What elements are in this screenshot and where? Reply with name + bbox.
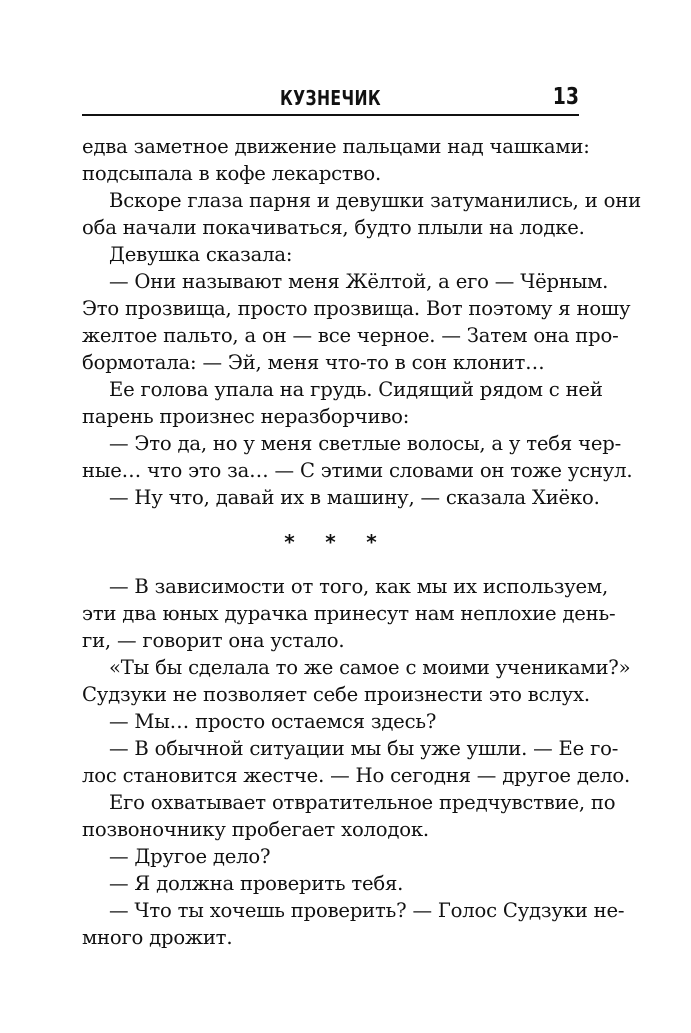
text-line: Это прозвища, просто прозвища. Вот поэтому я ношу: [82, 297, 631, 320]
text-line: — В обычной ситуации мы бы уже ушли. — Ее го-: [109, 737, 619, 760]
text-line: — Это да, но у меня светлые волосы, а у тебя чер-: [109, 432, 622, 455]
text-line: парень произнес неразборчиво:: [82, 405, 410, 428]
text-line: позвоночнику пробегает холодок.: [82, 818, 429, 841]
text-line: «Ты бы сделала то же самое с моими учениками?»: [109, 656, 631, 679]
text-line: — В зависимости от того, как мы их используем,: [109, 575, 608, 598]
page-number: 13: [552, 84, 579, 110]
text-line: Его охватывает отвратительное предчувствие, по: [109, 791, 616, 814]
running-header: [82, 84, 579, 116]
text-line: Девушка сказала:: [109, 243, 293, 266]
text-line: — Другое дело?: [109, 845, 271, 868]
text-line: — Я должна проверить тебя.: [109, 872, 404, 895]
text-line: едва заметное движение пальцами над чашками:: [82, 135, 590, 158]
text-line: — Ну что, давай их в машину, — сказала Хиёко.: [109, 486, 600, 509]
separator-asterisk: *: [366, 530, 377, 554]
text-line: — Мы… просто остаемся здесь?: [109, 710, 437, 733]
running-title: КУЗНЕЧИК: [279, 86, 382, 110]
body-text: [82, 133, 641, 951]
text-line: эти два юных дурачка принесут нам неплохие день-: [82, 602, 616, 625]
text-line: — Что ты хочешь проверить? — Голос Судзуки не-: [109, 899, 625, 922]
text-line: желтое пальто, а он — все черное. — Затем она про-: [82, 324, 619, 347]
text-line: Судзуки не позволяет себе произнести это вслух.: [82, 683, 590, 706]
separator-asterisk: *: [284, 530, 295, 554]
section-separator: [82, 529, 579, 556]
text-line: бормотала: — Эй, меня что-то в сон клонит…: [82, 351, 545, 374]
text-line: — Они называют меня Жёлтой, а его — Чёрным.: [109, 270, 609, 293]
text-line: Ее голова упала на грудь. Сидящий рядом с ней: [109, 378, 603, 401]
text-line: ные… что это за… — С этими словами он тоже уснул.: [82, 459, 633, 482]
text-line: много дрожит.: [82, 926, 233, 949]
text-line: лос становится жестче. — Но сегодня — другое дело.: [82, 764, 630, 787]
text-line: ги, — говорит она устало.: [82, 629, 345, 652]
text-line: Вскоре глаза парня и девушки затуманились, и они: [109, 189, 641, 212]
separator-asterisk: *: [325, 530, 336, 554]
text-line: подсыпала в кофе лекарство.: [82, 162, 382, 185]
text-line: оба начали покачиваться, будто плыли на лодке.: [82, 216, 585, 239]
